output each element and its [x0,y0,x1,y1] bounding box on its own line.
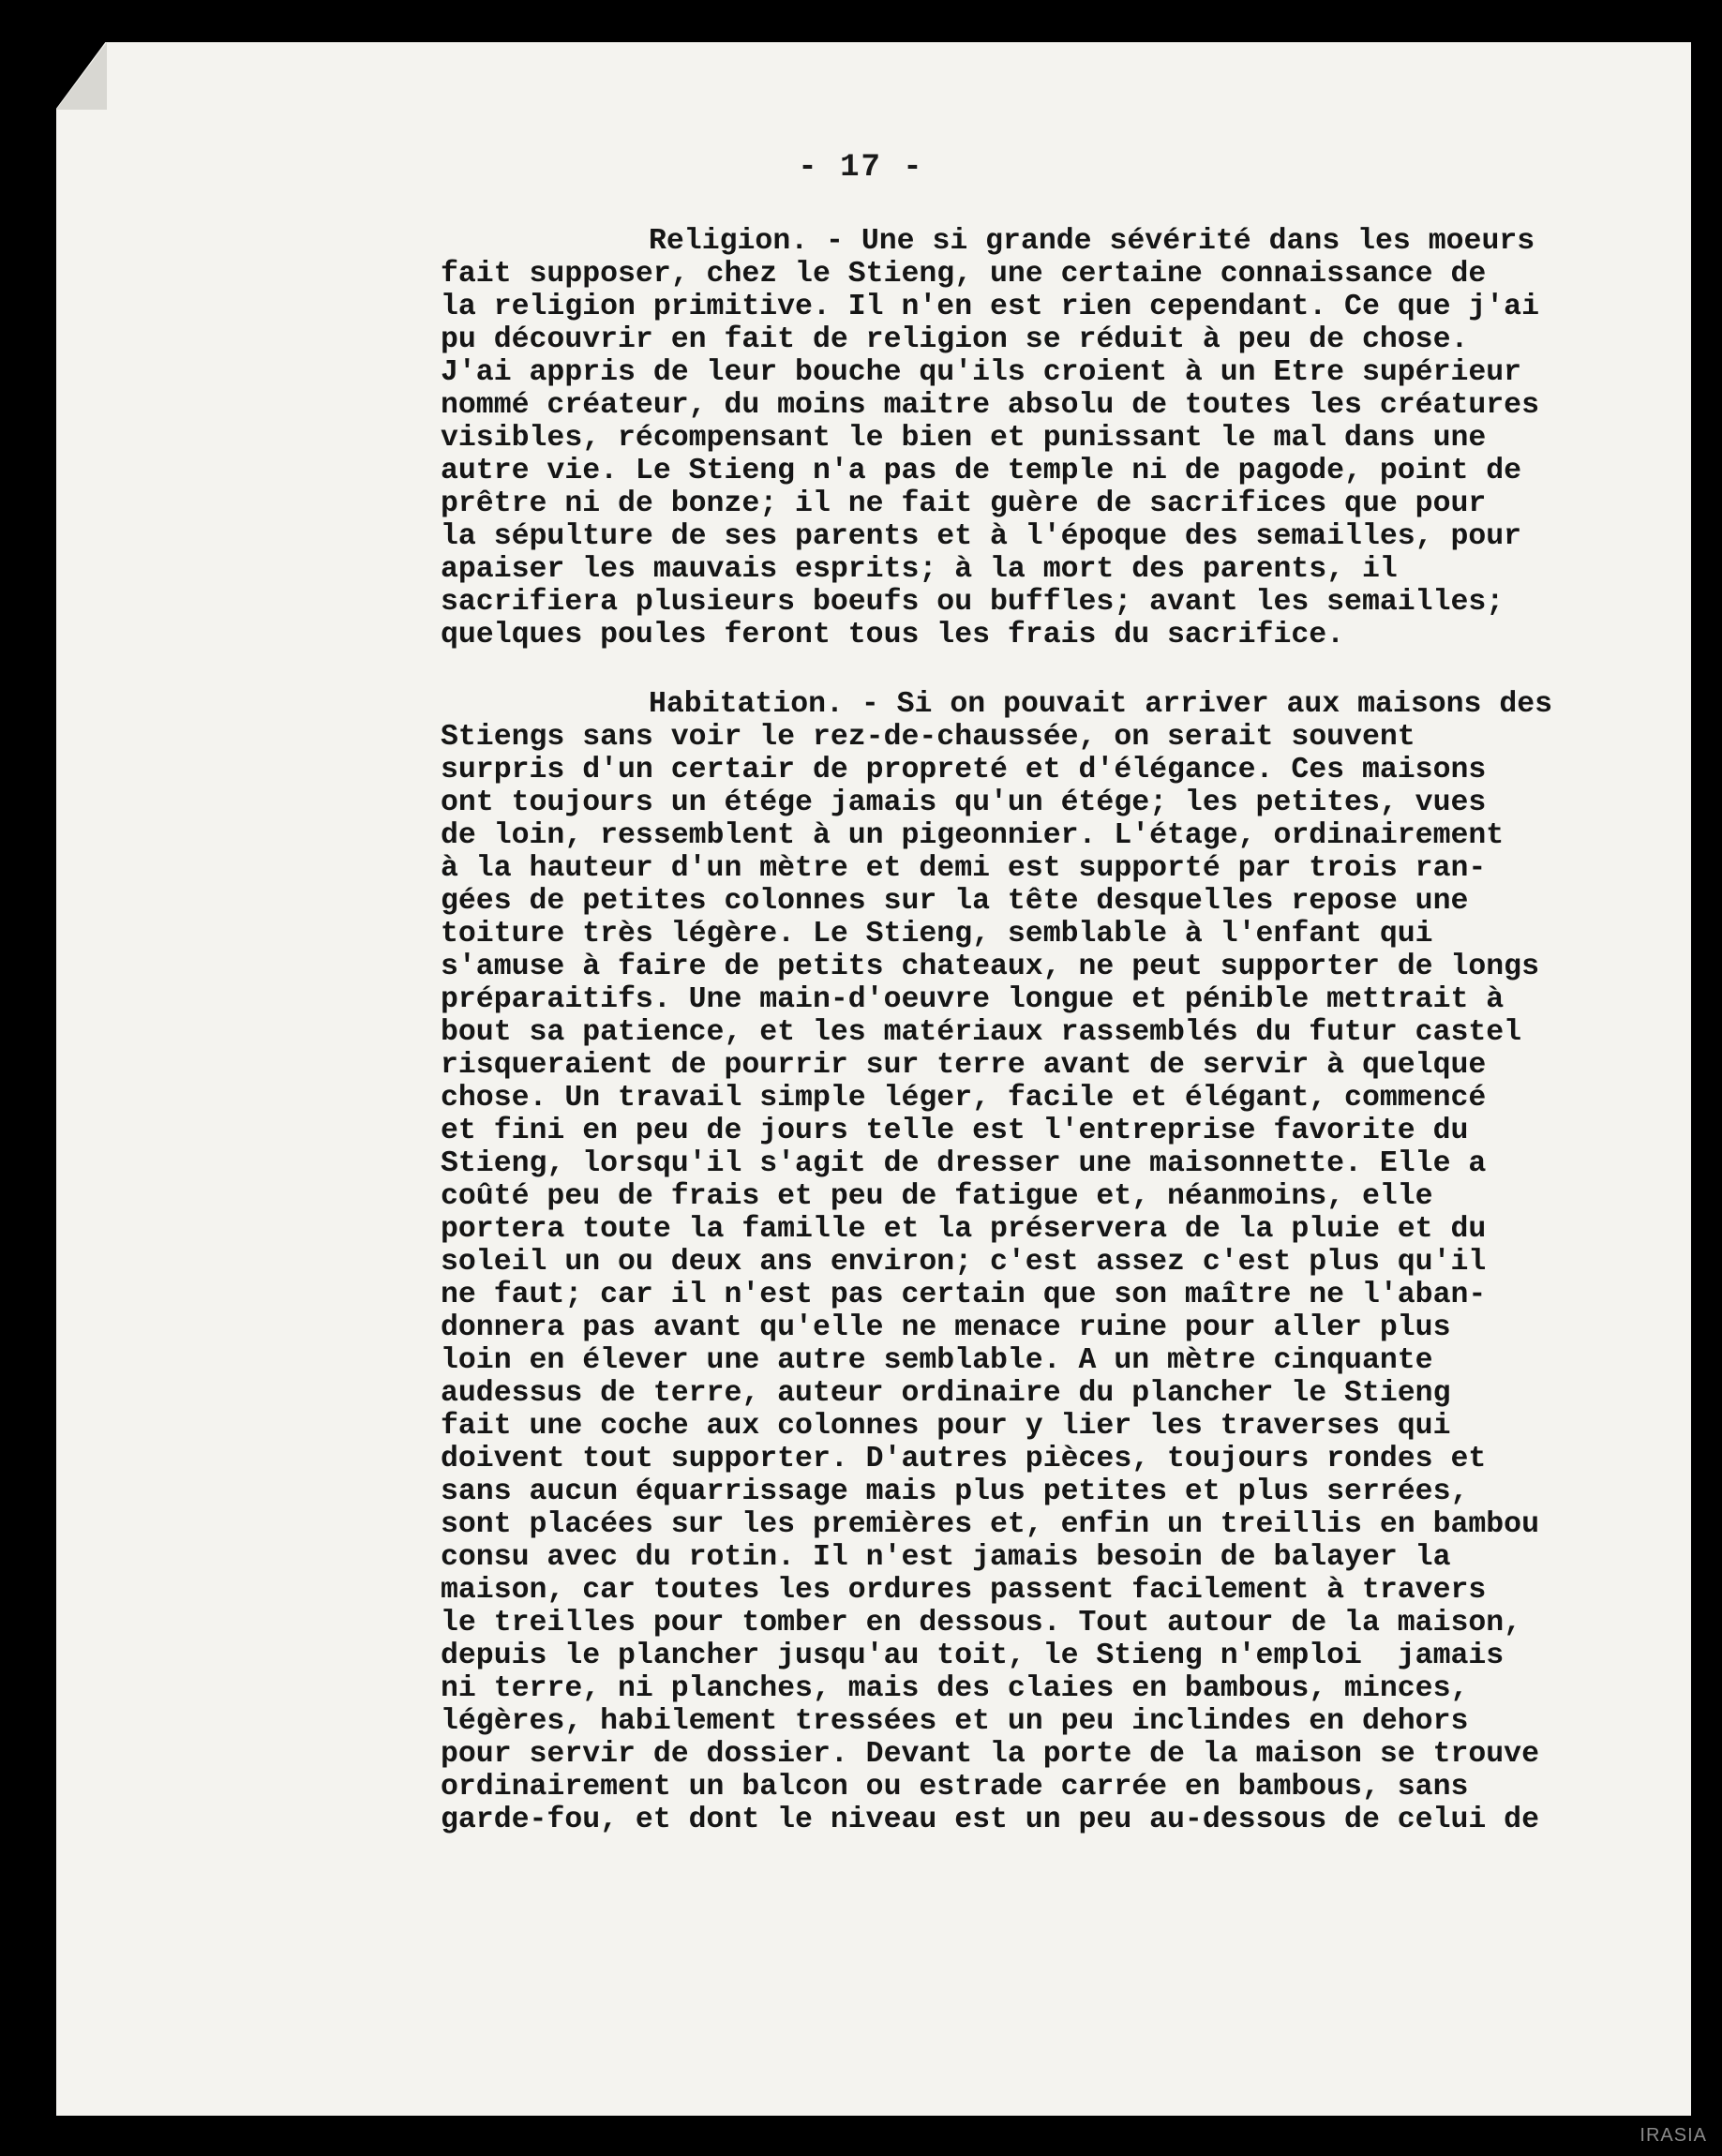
text-line: pour servir de dossier. Devant la porte de la maison se trouve [441,1738,1539,1771]
text-line: ont toujours un étége jamais qu'un étége; les petites, vues [441,786,1487,819]
text-line: la religion primitive. Il n'en est rien cependant. Ce que j'ai [441,291,1539,323]
text-line: sacrifiera plusieurs boeufs ou buffles; avant les semailles; [441,586,1505,619]
text-line: prêtre ni de bonze; il ne fait guère de sacrifices que pour [441,487,1487,520]
text-line: donnera pas avant qu'elle ne menace ruine pour aller plus [441,1311,1451,1344]
page-number: - 17 - [798,150,924,186]
text-line: chose. Un travail simple léger, facile et élégant, commencé [441,1082,1487,1115]
text-line: surpris d'un certair de propreté et d'élégance. Ces maisons [441,754,1487,786]
text-line: coûté peu de frais et peu de fatigue et, néanmoins, elle [441,1180,1433,1213]
text-line: fait supposer, chez le Stieng, une certaine connaissance de [441,258,1487,291]
text-line: soleil un ou deux ans environ; c'est assez c'est plus qu'il [441,1246,1487,1279]
text-line: loin en élever une autre semblable. A un mètre cinquante [441,1344,1433,1377]
text-line: visibles, récompensant le bien et punissant le mal dans une [441,422,1505,455]
text-line: de loin, ressemblent à un pigeonnier. L'étage, ordinairement [441,819,1505,852]
text-line: le treilles pour tomber en dessous. Tout autour de la maison, [441,1607,1522,1639]
text-line: garde-fou, et dont le niveau est un peu au-dessous de celui de [441,1804,1539,1836]
text-line: bout sa patience, et les matériaux rassemblés du futur castel [441,1016,1522,1049]
paragraph-habitation [441,688,1687,1836]
text-line: s'amuse à faire de petits chateaux, ne peut supporter de longs [441,951,1539,983]
text-line: Religion. - Une si grande sévérité dans les moeurs [649,225,1535,258]
text-line: Habitation. - Si on pouvait arriver aux maisons des [649,688,1553,721]
text-line: Stiengs sans voir le rez-de-chaussée, on serait souvent [441,721,1415,754]
text-line: Stieng, lorsqu'il s'agit de dresser une maisonnette. Elle a [441,1147,1487,1180]
text-line: légères, habilement tressées et un peu inclindes en dehors [441,1705,1469,1738]
text-line: quelques poules feront tous les frais du sacrifice. [441,619,1345,651]
text-line: J'ai appris de leur bouche qu'ils croient à un Etre supérieur [441,356,1522,389]
text-line: autre vie. Le Stieng n'a pas de temple ni de pagode, point de [441,455,1522,487]
text-line: audessus de terre, auteur ordinaire du plancher le Stieng [441,1377,1451,1410]
text-line: et fini en peu de jours telle est l'entreprise favorite du [441,1115,1469,1147]
text-line: toiture très légère. Le Stieng, semblable à l'enfant qui [441,918,1433,951]
text-line: apaiser les mauvais esprits; à la mort des parents, il [441,553,1398,586]
text-line: risqueraient de pourrir sur terre avant de servir à quelque [441,1049,1487,1082]
text-line: à la hauteur d'un mètre et demi est supporté par trois ran- [441,852,1487,885]
paragraph-religion [441,225,1687,651]
text-line: nommé créateur, du moins maitre absolu de toutes les créatures [441,389,1539,422]
watermark-irasia: IRASIA [1640,2125,1707,2146]
text-line: la sépulture de ses parents et à l'époque des semailles, pour [441,520,1522,553]
text-line: ne faut; car il n'est pas certain que son maître ne l'aban- [441,1279,1487,1311]
text-line: depuis le plancher jusqu'au toit, le Stieng n'emploi jamais [441,1639,1505,1672]
text-line: maison, car toutes les ordures passent facilement à travers [441,1574,1487,1607]
text-line: ordinairement un balcon ou estrade carrée en bambous, sans [441,1771,1469,1804]
text-line: portera toute la famille et la préservera de la pluie et du [441,1213,1487,1246]
text-line: fait une coche aux colonnes pour y lier les traverses qui [441,1410,1451,1443]
text-line: ni terre, ni planches, mais des claies en bambous, minces, [441,1672,1469,1705]
text-line: préparaitifs. Une main-d'oeuvre longue et pénible mettrait à [441,983,1505,1016]
text-line: doivent tout supporter. D'autres pièces, toujours rondes et [441,1443,1487,1475]
text-line: gées de petites colonnes sur la tête desquelles repose une [441,885,1469,918]
text-line: consu avec du rotin. Il n'est jamais besoin de balayer la [441,1541,1451,1574]
text-line: sont placées sur les premières et, enfin un treillis en bambou [441,1508,1539,1541]
text-line: pu découvrir en fait de religion se réduit à peu de chose. [441,323,1469,356]
text-line: sans aucun équarrissage mais plus petites et plus serrées, [441,1475,1469,1508]
